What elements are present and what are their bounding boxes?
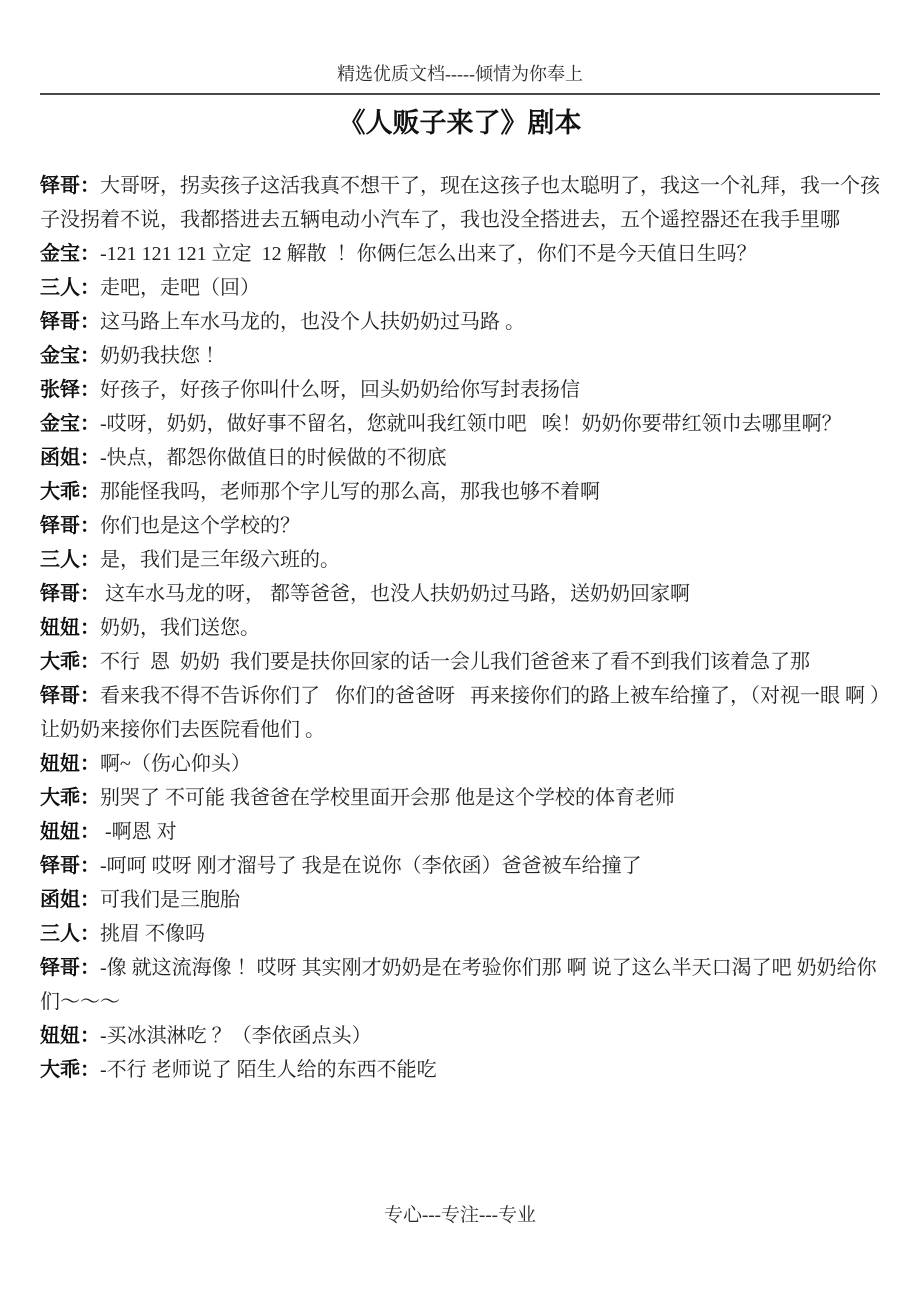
dialogue-text: 走吧，走吧（回） [100, 277, 260, 299]
dialogue-line [40, 441, 885, 475]
speaker-name: 张铎： [40, 379, 100, 401]
speaker-name: 大乖： [40, 481, 100, 503]
dialogue-text: 你们也是这个学校的？ [100, 515, 300, 537]
dialogue-line [40, 407, 885, 441]
dialogue-line [40, 679, 885, 747]
speaker-name: 铎哥： [40, 685, 100, 707]
dialogue-line [40, 339, 885, 373]
dialogue-text: 奶奶，我们送您。 [100, 617, 260, 639]
doc-title: 《人贩子来了》剧本 [338, 108, 582, 138]
dialogue-line [40, 645, 885, 679]
dialogue-line [40, 781, 885, 815]
dialogue-line [40, 611, 885, 645]
dialogue-line [40, 169, 885, 237]
speaker-name: 铎哥： [40, 583, 100, 605]
dialogue-text: 别哭了 不可能 我爸爸在学校里面开会那 他是这个学校的体育老师 [100, 787, 675, 809]
speaker-name: 铎哥： [40, 311, 100, 333]
speaker-name: 三人： [40, 549, 100, 571]
speaker-name: 大乖： [40, 1059, 100, 1081]
dialogue-text: 那能怪我吗，老师那个字儿写的那么高，那我也够不着啊 [100, 481, 600, 503]
dialogue-text: -不行 老师说了 陌生人给的东西不能吃 [100, 1059, 437, 1081]
speaker-name: 铎哥： [40, 957, 100, 979]
speaker-name: 铎哥： [40, 175, 100, 197]
dialogue-text: 这马路上车水马龙的，也没个人扶奶奶过马路 。 [100, 311, 525, 333]
dialogue-text: 挑眉 不像吗 [100, 923, 205, 945]
speaker-name: 铎哥： [40, 855, 100, 877]
speaker-name: 三人： [40, 277, 100, 299]
dialogue-text: -哎呀，奶奶，做好事不留名，您就叫我红领巾吧 唉！奶奶你要带红领巾去哪里啊？ [100, 413, 842, 435]
dialogue-line [40, 1053, 885, 1087]
dialogue-line [40, 475, 885, 509]
speaker-name: 铎哥： [40, 515, 100, 537]
doc-footer: 专心---专注---专业 [384, 1205, 536, 1226]
dialogue-line [40, 917, 885, 951]
dialogue-text: 是，我们是三年级六班的。 [100, 549, 340, 571]
dialogue-line [40, 883, 885, 917]
speaker-name: 三人： [40, 923, 100, 945]
dialogue-line [40, 305, 885, 339]
dialogue-text: -啊恩 对 [100, 821, 177, 843]
dialogue-line [40, 373, 885, 407]
dialogue-text: 这车水马龙的呀， 都等爸爸，也没人扶奶奶过马路，送奶奶回家啊 [100, 583, 690, 605]
speaker-name: 妞妞： [40, 821, 100, 843]
dialogue-line [40, 271, 885, 305]
dialogue-line [40, 815, 885, 849]
speaker-name: 妞妞： [40, 753, 100, 775]
dialogue-text: 啊~（伤心仰头） [100, 753, 251, 775]
speaker-name: 函姐： [40, 447, 100, 469]
speaker-name: 金宝： [40, 243, 100, 265]
speaker-name: 金宝： [40, 413, 100, 435]
dialogue-text: -买冰淇淋吃 ？（李依函点头） [100, 1025, 372, 1047]
dialogue-list [40, 169, 885, 1087]
dialogue-text: 看来我不得不告诉你们了 你们的爸爸呀 再来接你们的路上被车给撞了，（对视一眼 啊 ）让奶奶来接你们去医院看他们 。 [40, 685, 880, 741]
speaker-name: 函姐： [40, 889, 100, 911]
dialogue-text: -呵呵 哎呀 刚才溜号了 我是在说你（李依函）爸爸被车给撞了 [100, 855, 642, 877]
dialogue-line [40, 951, 885, 1019]
speaker-name: 金宝： [40, 345, 100, 367]
dialogue-text: 奶奶我扶您 ！ [100, 345, 225, 367]
dialogue-text: 大哥呀，拐卖孩子这活我真不想干了，现在这孩子也太聪明了，我这一个礼拜，我一个孩子没拐着不说，我都搭进去五辆电动小汽车了，我也没全搭进去，五个遥控器还在我手里哪 [40, 175, 880, 231]
dialogue-text: 好孩子，好孩子你叫什么呀，回头奶奶给你写封表扬信 [100, 379, 580, 401]
dialogue-line [40, 849, 885, 883]
dialogue-line [40, 237, 885, 271]
speaker-name: 大乖： [40, 787, 100, 809]
dialogue-text: -像 就这流海像 ！哎呀 其实刚才奶奶是在考验你们那 啊 说了这么半天口渴了吧 奶奶给你们～～～ [40, 957, 877, 1013]
dialogue-line [40, 577, 885, 611]
dialogue-text: -快点，都怨你做值日的时候做的不彻底 [100, 447, 447, 469]
dialogue-line [40, 1019, 885, 1053]
dialogue-line [40, 747, 885, 781]
dialogue-text: 可我们是三胞胎 [100, 889, 240, 911]
dialogue-line [40, 509, 885, 543]
speaker-name: 妞妞： [40, 617, 100, 639]
speaker-name: 大乖： [40, 651, 100, 673]
speaker-name: 妞妞： [40, 1025, 100, 1047]
dialogue-text: 不行 恩 奶奶 我们要是扶你回家的话一会儿我们爸爸来了看不到我们该着急了那 [100, 651, 810, 673]
dialogue-text: -121 121 121 立定 12 解散 ！你俩仨怎么出来了，你们不是今天值日生吗？ [100, 243, 757, 265]
doc-header: 精选优质文档-----倾情为你奉上 [40, 0, 880, 95]
dialogue-line [40, 543, 885, 577]
